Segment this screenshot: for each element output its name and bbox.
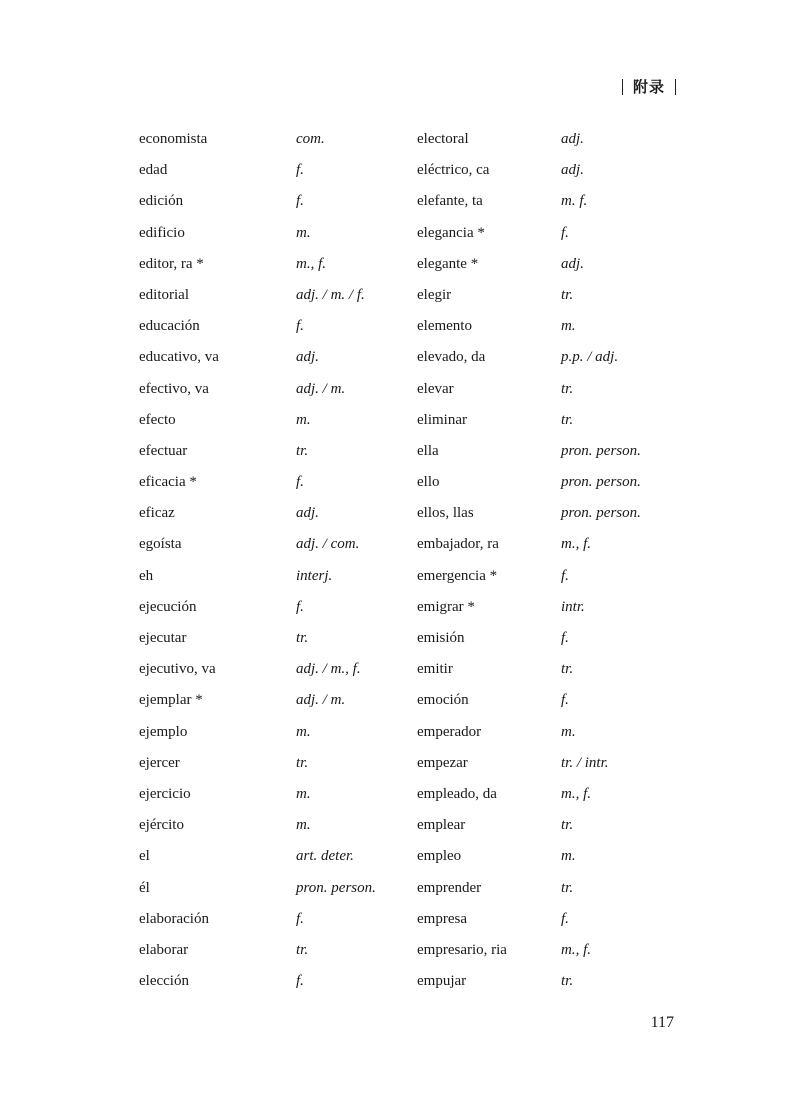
grammar-left: pron. person. [296, 879, 376, 896]
word-left: edificio [139, 224, 185, 241]
vocabulary-row [0, 186, 800, 217]
word-left: educativo, va [139, 349, 219, 366]
grammar-right: p.p. / adj. [561, 349, 619, 366]
grammar-left: m. [296, 785, 311, 802]
vocabulary-row [0, 748, 800, 779]
word-right: embajador, ra [417, 536, 499, 553]
grammar-right: tr. / intr. [561, 754, 609, 771]
vocabulary-row [0, 904, 800, 935]
word-right: ella [417, 442, 439, 459]
word-right: empresario, ria [417, 941, 507, 958]
grammar-right: f. [561, 630, 569, 646]
grammar-left: f. [296, 318, 304, 335]
grammar-left: f. [296, 193, 304, 210]
word-left: elección [139, 973, 189, 990]
word-right: empleo [417, 848, 462, 865]
vocabulary-row [0, 124, 800, 155]
word-left: efectuar [139, 442, 188, 459]
word-right: elefante, ta [417, 193, 483, 210]
grammar-left: m. [296, 224, 311, 241]
grammar-right: m., f. [561, 785, 591, 802]
word-left: el [139, 848, 150, 865]
grammar-left: f. [296, 474, 304, 491]
vocabulary-row [0, 498, 800, 529]
vocabulary-row [0, 561, 800, 592]
vocabulary-row [0, 873, 800, 904]
word-right: emisión [417, 630, 465, 646]
word-right: empleado, da [417, 785, 497, 802]
word-left: edición [139, 193, 184, 210]
word-left: ejecutivo, va [139, 661, 216, 678]
grammar-right: f. [561, 692, 569, 709]
word-left: eficacia * [139, 474, 197, 491]
grammar-left: f. [296, 162, 304, 179]
grammar-left: f. [296, 973, 304, 990]
word-right: emigrar * [417, 598, 475, 615]
grammar-right: tr. [561, 661, 574, 678]
word-left: eficaz [139, 505, 175, 522]
grammar-right: adj. [561, 255, 584, 272]
word-right: ellos, llas [417, 505, 474, 522]
word-right: empresa [417, 910, 467, 927]
grammar-right: tr. [561, 380, 574, 397]
grammar-right: intr. [561, 598, 585, 615]
grammar-left: f. [296, 598, 304, 615]
vocabulary-row [0, 467, 800, 498]
word-right: emitir [417, 661, 453, 678]
grammar-left: adj. / com. [296, 536, 360, 553]
word-left: elaboración [139, 910, 209, 927]
grammar-right: tr. [561, 817, 574, 834]
word-left: editor, ra * [139, 255, 204, 272]
grammar-left: m. [296, 723, 311, 740]
vocabulary-row [0, 155, 800, 186]
vocabulary-row [0, 654, 800, 685]
grammar-left: adj. / m. [296, 380, 346, 397]
word-right: emoción [417, 692, 469, 709]
vocabulary-row [0, 841, 800, 872]
vocabulary-row [0, 623, 800, 654]
word-left: edad [139, 162, 168, 179]
grammar-left: tr. [296, 754, 309, 771]
word-right: ello [417, 474, 440, 491]
grammar-left: adj. / m., f. [296, 661, 361, 678]
grammar-left: tr. [296, 941, 309, 958]
vocabulary-row [0, 342, 800, 373]
vocabulary-row [0, 311, 800, 342]
grammar-left: tr. [296, 630, 309, 646]
vocabulary-row [0, 779, 800, 810]
word-right: elemento [417, 318, 472, 335]
word-left: efecto [139, 411, 176, 428]
word-left: ejercicio [139, 785, 191, 802]
word-right: empujar [417, 973, 467, 990]
word-right: eléctrico, ca [417, 162, 490, 179]
grammar-right: tr. [561, 879, 574, 896]
vocabulary-list [0, 124, 800, 997]
running-header [622, 76, 676, 97]
word-left: ejecución [139, 598, 197, 615]
word-right: electoral [417, 131, 469, 147]
grammar-right: adj. [561, 131, 584, 147]
vocabulary-row [0, 249, 800, 280]
vocabulary-row [0, 717, 800, 748]
grammar-right: pron. person. [561, 505, 641, 522]
grammar-left: adj. / m. / f. [296, 286, 365, 303]
grammar-right: tr. [561, 973, 574, 990]
word-left: efectivo, va [139, 380, 209, 397]
header-right-rule [675, 79, 676, 95]
grammar-right: f. [561, 910, 569, 927]
grammar-left: tr. [296, 442, 309, 459]
word-left: ejemplo [139, 723, 188, 740]
word-right: eliminar [417, 411, 467, 428]
word-right: emplear [417, 817, 466, 834]
word-left: economista [139, 131, 208, 147]
grammar-left: adj. / m. [296, 692, 346, 709]
word-right: elegante * [417, 255, 479, 272]
grammar-right: m. f. [561, 193, 588, 210]
header-left-rule [622, 79, 623, 95]
grammar-left: m., f. [296, 255, 326, 272]
grammar-right: m., f. [561, 941, 591, 958]
vocabulary-row [0, 529, 800, 560]
word-right: empezar [417, 754, 468, 771]
grammar-left: m. [296, 817, 311, 834]
word-right: emprender [417, 879, 482, 896]
grammar-right: tr. [561, 286, 574, 303]
vocabulary-row [0, 280, 800, 311]
word-right: elegancia * [417, 224, 485, 241]
word-right: elevado, da [417, 349, 486, 366]
word-left: eh [139, 567, 154, 584]
grammar-left: f. [296, 910, 304, 927]
word-left: editorial [139, 286, 189, 303]
grammar-left: art. deter. [296, 848, 354, 865]
grammar-right: pron. person. [561, 474, 641, 491]
vocabulary-row [0, 405, 800, 436]
page-number: 117 [650, 1014, 674, 1031]
vocabulary-row [0, 935, 800, 966]
grammar-right: m. [561, 318, 576, 335]
grammar-left: interj. [296, 567, 333, 584]
vocabulary-row [0, 592, 800, 623]
word-left: ejercer [139, 754, 180, 771]
vocabulary-row [0, 810, 800, 841]
grammar-left: adj. [296, 505, 319, 522]
word-left: ejército [139, 817, 184, 834]
grammar-left: m. [296, 411, 311, 428]
grammar-left: adj. [296, 349, 319, 366]
word-left: elaborar [139, 941, 189, 958]
word-left: educación [139, 318, 200, 335]
grammar-right: m., f. [561, 536, 591, 553]
word-left: ejemplar * [139, 692, 203, 709]
grammar-right: adj. [561, 162, 584, 179]
word-right: emperador [417, 723, 482, 740]
word-left: ejecutar [139, 630, 187, 646]
word-right: emergencia * [417, 567, 498, 584]
vocabulary-row [0, 436, 800, 467]
vocabulary-row [0, 374, 800, 405]
grammar-right: f. [561, 567, 569, 584]
grammar-right: pron. person. [561, 442, 641, 459]
grammar-right: f. [561, 224, 569, 241]
word-right: elevar [417, 380, 454, 397]
grammar-right: tr. [561, 411, 574, 428]
grammar-right: m. [561, 848, 576, 865]
grammar-right: m. [561, 723, 576, 740]
vocabulary-row [0, 218, 800, 249]
vocabulary-row [0, 966, 800, 997]
word-left: él [139, 879, 150, 896]
header-title: 附录 [632, 78, 665, 96]
word-right: elegir [417, 286, 452, 303]
grammar-left: com. [296, 131, 325, 147]
word-left: egoísta [139, 536, 182, 553]
vocabulary-row [0, 685, 800, 716]
